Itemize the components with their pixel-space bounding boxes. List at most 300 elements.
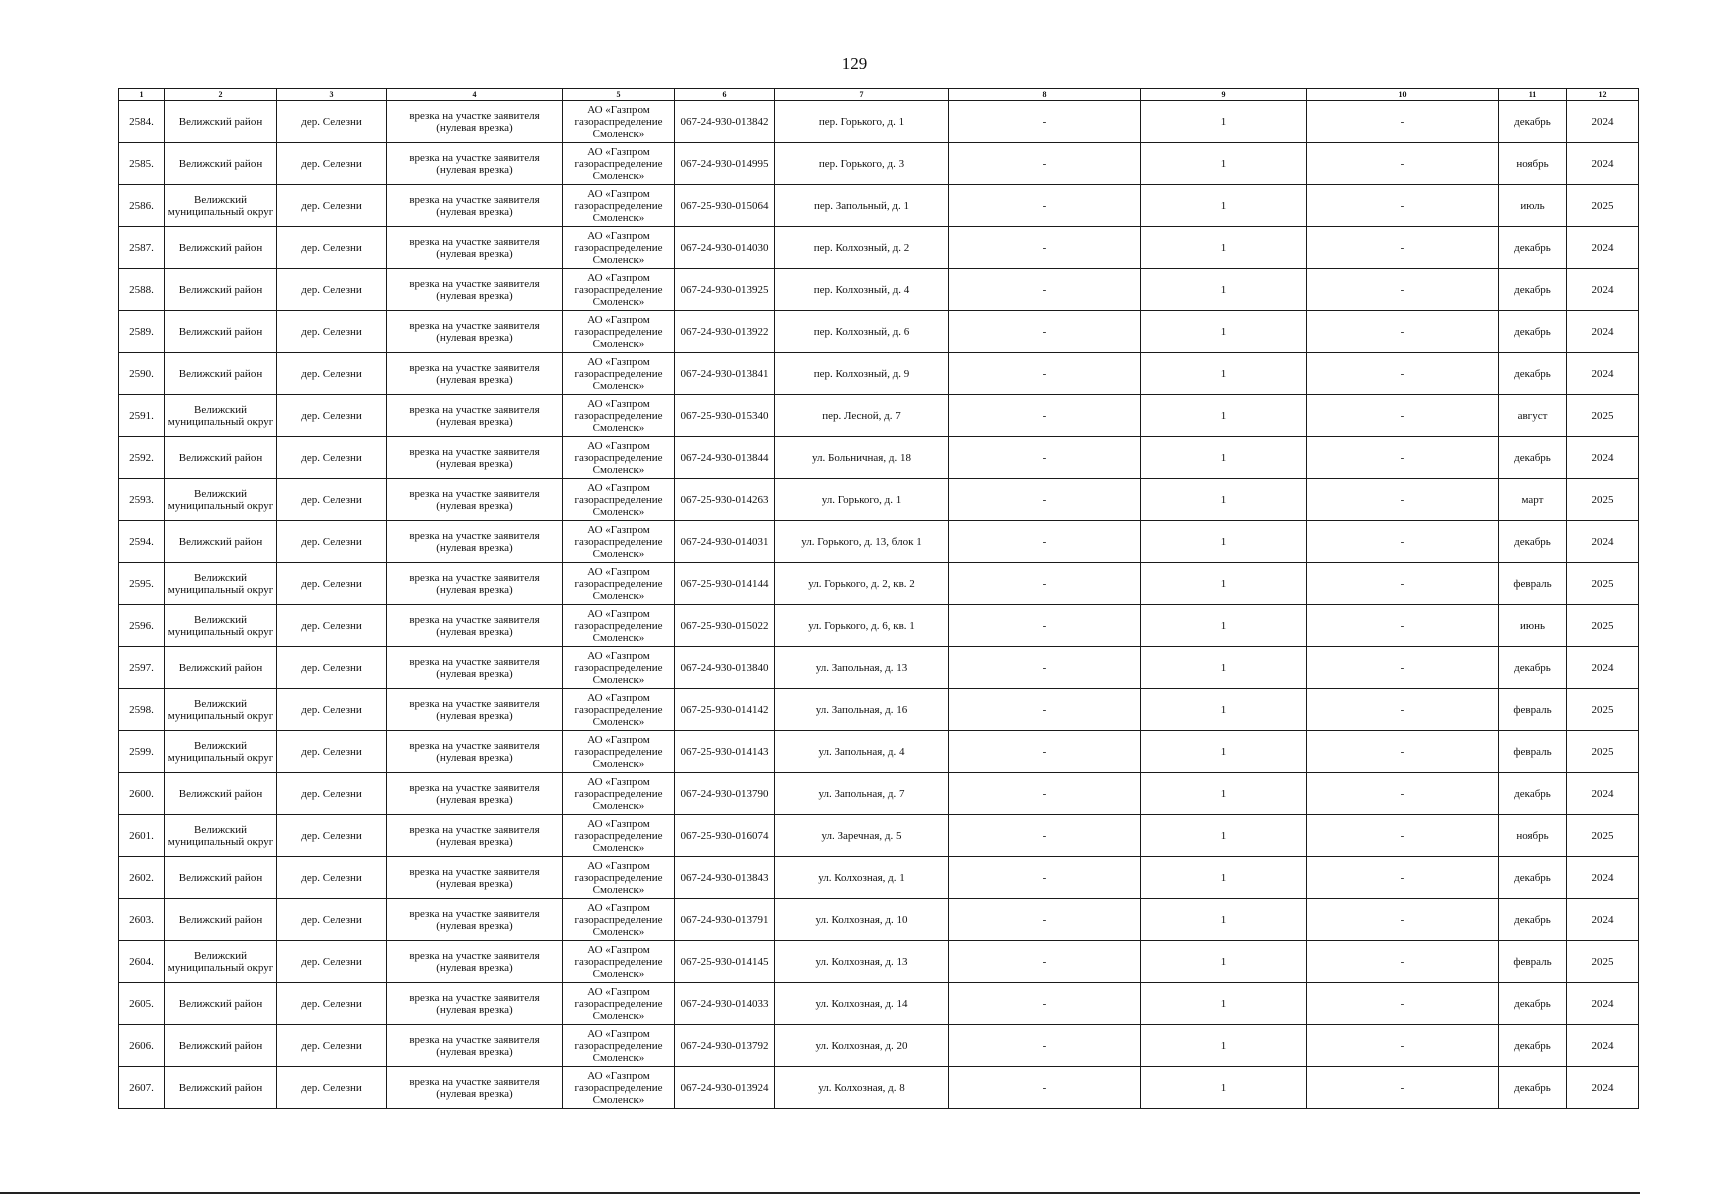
page-number: 129: [841, 54, 868, 73]
connection-type-cell: врезка на участке заявителя (нулевая врезка): [387, 185, 563, 227]
request-code-cell: 067-25-930-014144: [675, 563, 775, 605]
column-8-cell: -: [949, 143, 1141, 185]
village-cell: дер. Селезни: [277, 983, 387, 1025]
year-cell: 2025: [1567, 941, 1639, 983]
year-cell: 2024: [1567, 227, 1639, 269]
village-cell: дер. Селезни: [277, 1025, 387, 1067]
column-9-cell: 1: [1141, 731, 1307, 773]
month-cell: декабрь: [1499, 521, 1567, 563]
address-cell: ул. Колхозная, д. 10: [775, 899, 949, 941]
row-number-cell: 2594.: [119, 521, 165, 563]
year-cell: 2024: [1567, 647, 1639, 689]
address-cell: пер. Колхозный, д. 6: [775, 311, 949, 353]
column-8-cell: -: [949, 437, 1141, 479]
village-cell: дер. Селезни: [277, 605, 387, 647]
column-number: 6: [675, 89, 775, 101]
month-cell: декабрь: [1499, 437, 1567, 479]
connection-type-cell: врезка на участке заявителя (нулевая врезка): [387, 521, 563, 563]
request-code-cell: 067-24-930-013842: [675, 101, 775, 143]
year-cell: 2025: [1567, 185, 1639, 227]
column-number: 11: [1499, 89, 1567, 101]
address-cell: пер. Колхозный, д. 2: [775, 227, 949, 269]
table-row: [119, 815, 1639, 857]
table-row: [119, 1067, 1639, 1109]
district-cell: Велижский район: [165, 1067, 277, 1109]
address-cell: ул. Колхозная, д. 13: [775, 941, 949, 983]
address-cell: пер. Запольный, д. 1: [775, 185, 949, 227]
column-number: 10: [1307, 89, 1499, 101]
organization-cell: АО «Газпром газораспределение Смоленск»: [563, 983, 675, 1025]
village-cell: дер. Селезни: [277, 227, 387, 269]
column-9-cell: 1: [1141, 101, 1307, 143]
row-number-cell: 2598.: [119, 689, 165, 731]
month-cell: ноябрь: [1499, 815, 1567, 857]
row-number-cell: 2589.: [119, 311, 165, 353]
row-number-cell: 2585.: [119, 143, 165, 185]
month-cell: декабрь: [1499, 983, 1567, 1025]
row-number-cell: 2597.: [119, 647, 165, 689]
month-cell: декабрь: [1499, 899, 1567, 941]
year-cell: 2025: [1567, 479, 1639, 521]
register-table: [118, 88, 1639, 1109]
organization-cell: АО «Газпром газораспределение Смоленск»: [563, 899, 675, 941]
village-cell: дер. Селезни: [277, 857, 387, 899]
column-8-cell: -: [949, 185, 1141, 227]
month-cell: декабрь: [1499, 857, 1567, 899]
table-row: [119, 227, 1639, 269]
month-cell: декабрь: [1499, 773, 1567, 815]
column-9-cell: 1: [1141, 1067, 1307, 1109]
address-cell: пер. Лесной, д. 7: [775, 395, 949, 437]
address-cell: пер. Горького, д. 3: [775, 143, 949, 185]
address-cell: ул. Запольная, д. 16: [775, 689, 949, 731]
year-cell: 2024: [1567, 437, 1639, 479]
village-cell: дер. Селезни: [277, 101, 387, 143]
district-cell: Велижский муниципальный округ: [165, 185, 277, 227]
column-10-cell: -: [1307, 395, 1499, 437]
table-row: [119, 521, 1639, 563]
address-cell: ул. Горького, д. 2, кв. 2: [775, 563, 949, 605]
column-10-cell: -: [1307, 731, 1499, 773]
district-cell: Велижский муниципальный округ: [165, 689, 277, 731]
row-number-cell: 2592.: [119, 437, 165, 479]
column-10-cell: -: [1307, 563, 1499, 605]
village-cell: дер. Селезни: [277, 437, 387, 479]
address-cell: ул. Горького, д. 13, блок 1: [775, 521, 949, 563]
organization-cell: АО «Газпром газораспределение Смоленск»: [563, 1067, 675, 1109]
request-code-cell: 067-24-930-014033: [675, 983, 775, 1025]
column-8-cell: -: [949, 605, 1141, 647]
table-row: [119, 311, 1639, 353]
address-cell: ул. Запольная, д. 7: [775, 773, 949, 815]
month-cell: декабрь: [1499, 101, 1567, 143]
year-cell: 2024: [1567, 983, 1639, 1025]
row-number-cell: 2600.: [119, 773, 165, 815]
column-8-cell: -: [949, 941, 1141, 983]
column-9-cell: 1: [1141, 143, 1307, 185]
column-10-cell: -: [1307, 143, 1499, 185]
organization-cell: АО «Газпром газораспределение Смоленск»: [563, 689, 675, 731]
column-10-cell: -: [1307, 899, 1499, 941]
district-cell: Велижский муниципальный округ: [165, 605, 277, 647]
organization-cell: АО «Газпром газораспределение Смоленск»: [563, 647, 675, 689]
connection-type-cell: врезка на участке заявителя (нулевая врезка): [387, 1025, 563, 1067]
organization-cell: АО «Газпром газораспределение Смоленск»: [563, 185, 675, 227]
year-cell: 2025: [1567, 395, 1639, 437]
month-cell: декабрь: [1499, 311, 1567, 353]
district-cell: Велижский муниципальный округ: [165, 731, 277, 773]
connection-type-cell: врезка на участке заявителя (нулевая врезка): [387, 395, 563, 437]
request-code-cell: 067-25-930-014143: [675, 731, 775, 773]
request-code-cell: 067-24-930-014031: [675, 521, 775, 563]
year-cell: 2024: [1567, 1025, 1639, 1067]
connection-type-cell: врезка на участке заявителя (нулевая врезка): [387, 563, 563, 605]
month-cell: декабрь: [1499, 227, 1567, 269]
village-cell: дер. Селезни: [277, 941, 387, 983]
connection-type-cell: врезка на участке заявителя (нулевая врезка): [387, 731, 563, 773]
district-cell: Велижский район: [165, 983, 277, 1025]
row-number-cell: 2607.: [119, 1067, 165, 1109]
organization-cell: АО «Газпром газораспределение Смоленск»: [563, 773, 675, 815]
village-cell: дер. Селезни: [277, 773, 387, 815]
month-cell: февраль: [1499, 563, 1567, 605]
request-code-cell: 067-24-930-013792: [675, 1025, 775, 1067]
column-9-cell: 1: [1141, 647, 1307, 689]
column-8-cell: -: [949, 101, 1141, 143]
organization-cell: АО «Газпром газораспределение Смоленск»: [563, 857, 675, 899]
address-cell: ул. Колхозная, д. 8: [775, 1067, 949, 1109]
village-cell: дер. Селезни: [277, 311, 387, 353]
district-cell: Велижский район: [165, 101, 277, 143]
column-10-cell: -: [1307, 479, 1499, 521]
column-8-cell: -: [949, 857, 1141, 899]
request-code-cell: 067-24-930-013841: [675, 353, 775, 395]
row-number-cell: 2586.: [119, 185, 165, 227]
village-cell: дер. Селезни: [277, 269, 387, 311]
column-10-cell: -: [1307, 689, 1499, 731]
connection-type-cell: врезка на участке заявителя (нулевая врезка): [387, 605, 563, 647]
column-10-cell: -: [1307, 815, 1499, 857]
column-10-cell: -: [1307, 437, 1499, 479]
column-8-cell: -: [949, 689, 1141, 731]
column-10-cell: -: [1307, 227, 1499, 269]
column-8-cell: -: [949, 773, 1141, 815]
column-10-cell: -: [1307, 605, 1499, 647]
connection-type-cell: врезка на участке заявителя (нулевая врезка): [387, 269, 563, 311]
column-8-cell: -: [949, 227, 1141, 269]
month-cell: февраль: [1499, 731, 1567, 773]
table-row: [119, 185, 1639, 227]
column-8-cell: -: [949, 395, 1141, 437]
column-number-row: [119, 89, 1639, 101]
district-cell: Велижский муниципальный округ: [165, 815, 277, 857]
column-9-cell: 1: [1141, 227, 1307, 269]
request-code-cell: 067-24-930-013925: [675, 269, 775, 311]
month-cell: декабрь: [1499, 1067, 1567, 1109]
table-row: [119, 731, 1639, 773]
month-cell: ноябрь: [1499, 143, 1567, 185]
row-number-cell: 2605.: [119, 983, 165, 1025]
connection-type-cell: врезка на участке заявителя (нулевая врезка): [387, 1067, 563, 1109]
village-cell: дер. Селезни: [277, 143, 387, 185]
column-9-cell: 1: [1141, 521, 1307, 563]
year-cell: 2024: [1567, 521, 1639, 563]
organization-cell: АО «Газпром газораспределение Смоленск»: [563, 479, 675, 521]
column-9-cell: 1: [1141, 815, 1307, 857]
district-cell: Велижский район: [165, 353, 277, 395]
column-10-cell: -: [1307, 1067, 1499, 1109]
connection-type-cell: врезка на участке заявителя (нулевая врезка): [387, 101, 563, 143]
district-cell: Велижский муниципальный округ: [165, 395, 277, 437]
column-8-cell: -: [949, 731, 1141, 773]
connection-type-cell: врезка на участке заявителя (нулевая врезка): [387, 857, 563, 899]
district-cell: Велижский муниципальный округ: [165, 479, 277, 521]
table-row: [119, 1025, 1639, 1067]
request-code-cell: 067-25-930-015022: [675, 605, 775, 647]
table-row: [119, 143, 1639, 185]
column-10-cell: -: [1307, 941, 1499, 983]
row-number-cell: 2596.: [119, 605, 165, 647]
year-cell: 2024: [1567, 269, 1639, 311]
table-row: [119, 773, 1639, 815]
month-cell: март: [1499, 479, 1567, 521]
column-8-cell: -: [949, 311, 1141, 353]
column-number: 9: [1141, 89, 1307, 101]
request-code-cell: 067-24-930-014995: [675, 143, 775, 185]
connection-type-cell: врезка на участке заявителя (нулевая врезка): [387, 983, 563, 1025]
village-cell: дер. Селезни: [277, 899, 387, 941]
row-number-cell: 2599.: [119, 731, 165, 773]
table-row: [119, 437, 1639, 479]
village-cell: дер. Селезни: [277, 185, 387, 227]
column-9-cell: 1: [1141, 395, 1307, 437]
column-8-cell: -: [949, 521, 1141, 563]
table-body: [119, 101, 1639, 1109]
connection-type-cell: врезка на участке заявителя (нулевая врезка): [387, 311, 563, 353]
village-cell: дер. Селезни: [277, 521, 387, 563]
village-cell: дер. Селезни: [277, 353, 387, 395]
column-9-cell: 1: [1141, 269, 1307, 311]
column-8-cell: -: [949, 353, 1141, 395]
column-9-cell: 1: [1141, 1025, 1307, 1067]
column-10-cell: -: [1307, 101, 1499, 143]
organization-cell: АО «Газпром газораспределение Смоленск»: [563, 605, 675, 647]
month-cell: август: [1499, 395, 1567, 437]
district-cell: Велижский район: [165, 227, 277, 269]
table-row: [119, 647, 1639, 689]
column-8-cell: -: [949, 647, 1141, 689]
column-number: 8: [949, 89, 1141, 101]
column-10-cell: -: [1307, 773, 1499, 815]
column-10-cell: -: [1307, 647, 1499, 689]
column-10-cell: -: [1307, 983, 1499, 1025]
connection-type-cell: врезка на участке заявителя (нулевая врезка): [387, 941, 563, 983]
address-cell: пер. Горького, д. 1: [775, 101, 949, 143]
address-cell: ул. Колхозная, д. 20: [775, 1025, 949, 1067]
column-10-cell: -: [1307, 269, 1499, 311]
village-cell: дер. Селезни: [277, 815, 387, 857]
connection-type-cell: врезка на участке заявителя (нулевая врезка): [387, 437, 563, 479]
column-9-cell: 1: [1141, 899, 1307, 941]
connection-type-cell: врезка на участке заявителя (нулевая врезка): [387, 689, 563, 731]
table-row: [119, 269, 1639, 311]
table-row: [119, 605, 1639, 647]
year-cell: 2025: [1567, 731, 1639, 773]
month-cell: декабрь: [1499, 353, 1567, 395]
district-cell: Велижский район: [165, 269, 277, 311]
column-10-cell: -: [1307, 1025, 1499, 1067]
district-cell: Велижский район: [165, 1025, 277, 1067]
column-9-cell: 1: [1141, 479, 1307, 521]
column-8-cell: -: [949, 983, 1141, 1025]
column-10-cell: -: [1307, 311, 1499, 353]
organization-cell: АО «Газпром газораспределение Смоленск»: [563, 353, 675, 395]
district-cell: Велижский район: [165, 899, 277, 941]
column-8-cell: -: [949, 269, 1141, 311]
request-code-cell: 067-24-930-013843: [675, 857, 775, 899]
column-number: 7: [775, 89, 949, 101]
column-number: 5: [563, 89, 675, 101]
district-cell: Велижский район: [165, 311, 277, 353]
district-cell: Велижский район: [165, 647, 277, 689]
row-number-cell: 2603.: [119, 899, 165, 941]
connection-type-cell: врезка на участке заявителя (нулевая врезка): [387, 479, 563, 521]
address-cell: ул. Запольная, д. 13: [775, 647, 949, 689]
request-code-cell: 067-25-930-014145: [675, 941, 775, 983]
column-9-cell: 1: [1141, 941, 1307, 983]
year-cell: 2024: [1567, 857, 1639, 899]
column-number: 3: [277, 89, 387, 101]
column-9-cell: 1: [1141, 605, 1307, 647]
organization-cell: АО «Газпром газораспределение Смоленск»: [563, 437, 675, 479]
table-row: [119, 395, 1639, 437]
column-8-cell: -: [949, 479, 1141, 521]
year-cell: 2024: [1567, 899, 1639, 941]
column-10-cell: -: [1307, 521, 1499, 563]
year-cell: 2025: [1567, 815, 1639, 857]
connection-type-cell: врезка на участке заявителя (нулевая врезка): [387, 899, 563, 941]
request-code-cell: 067-24-930-013790: [675, 773, 775, 815]
year-cell: 2025: [1567, 563, 1639, 605]
month-cell: декабрь: [1499, 1025, 1567, 1067]
organization-cell: АО «Газпром газораспределение Смоленск»: [563, 815, 675, 857]
month-cell: февраль: [1499, 941, 1567, 983]
table-row: [119, 941, 1639, 983]
year-cell: 2024: [1567, 773, 1639, 815]
row-number-cell: 2595.: [119, 563, 165, 605]
table-row: [119, 857, 1639, 899]
village-cell: дер. Селезни: [277, 479, 387, 521]
table-row: [119, 689, 1639, 731]
organization-cell: АО «Газпром газораспределение Смоленск»: [563, 1025, 675, 1067]
district-cell: Велижский район: [165, 857, 277, 899]
row-number-cell: 2606.: [119, 1025, 165, 1067]
district-cell: Велижский район: [165, 143, 277, 185]
connection-type-cell: врезка на участке заявителя (нулевая врезка): [387, 353, 563, 395]
connection-type-cell: врезка на участке заявителя (нулевая врезка): [387, 647, 563, 689]
request-code-cell: 067-25-930-015064: [675, 185, 775, 227]
village-cell: дер. Селезни: [277, 647, 387, 689]
year-cell: 2025: [1567, 689, 1639, 731]
column-9-cell: 1: [1141, 311, 1307, 353]
column-9-cell: 1: [1141, 857, 1307, 899]
column-10-cell: -: [1307, 353, 1499, 395]
table-row: [119, 899, 1639, 941]
table-row: [119, 101, 1639, 143]
column-9-cell: 1: [1141, 773, 1307, 815]
address-cell: ул. Больничная, д. 18: [775, 437, 949, 479]
address-cell: ул. Запольная, д. 4: [775, 731, 949, 773]
organization-cell: АО «Газпром газораспределение Смоленск»: [563, 941, 675, 983]
column-10-cell: -: [1307, 185, 1499, 227]
address-cell: ул. Колхозная, д. 14: [775, 983, 949, 1025]
column-number: 12: [1567, 89, 1639, 101]
address-cell: ул. Заречная, д. 5: [775, 815, 949, 857]
column-9-cell: 1: [1141, 353, 1307, 395]
table-header: [119, 89, 1639, 101]
column-number: 1: [119, 89, 165, 101]
organization-cell: АО «Газпром газораспределение Смоленск»: [563, 731, 675, 773]
column-9-cell: 1: [1141, 185, 1307, 227]
row-number-cell: 2601.: [119, 815, 165, 857]
column-number: 2: [165, 89, 277, 101]
organization-cell: АО «Газпром газораспределение Смоленск»: [563, 101, 675, 143]
address-cell: ул. Горького, д. 1: [775, 479, 949, 521]
table-row: [119, 983, 1639, 1025]
table-row: [119, 479, 1639, 521]
column-9-cell: 1: [1141, 689, 1307, 731]
column-10-cell: -: [1307, 857, 1499, 899]
district-cell: Велижский район: [165, 521, 277, 563]
village-cell: дер. Селезни: [277, 395, 387, 437]
address-cell: пер. Колхозный, д. 4: [775, 269, 949, 311]
row-number-cell: 2602.: [119, 857, 165, 899]
request-code-cell: 067-24-930-013840: [675, 647, 775, 689]
month-cell: июль: [1499, 185, 1567, 227]
request-code-cell: 067-25-930-016074: [675, 815, 775, 857]
village-cell: дер. Селезни: [277, 563, 387, 605]
village-cell: дер. Селезни: [277, 689, 387, 731]
row-number-cell: 2593.: [119, 479, 165, 521]
district-cell: Велижский район: [165, 773, 277, 815]
request-code-cell: 067-25-930-014142: [675, 689, 775, 731]
connection-type-cell: врезка на участке заявителя (нулевая врезка): [387, 815, 563, 857]
row-number-cell: 2590.: [119, 353, 165, 395]
month-cell: февраль: [1499, 689, 1567, 731]
village-cell: дер. Селезни: [277, 1067, 387, 1109]
row-number-cell: 2591.: [119, 395, 165, 437]
address-cell: ул. Горького, д. 6, кв. 1: [775, 605, 949, 647]
organization-cell: АО «Газпром газораспределение Смоленск»: [563, 269, 675, 311]
organization-cell: АО «Газпром газораспределение Смоленск»: [563, 143, 675, 185]
column-8-cell: -: [949, 899, 1141, 941]
request-code-cell: 067-24-930-013791: [675, 899, 775, 941]
village-cell: дер. Селезни: [277, 731, 387, 773]
month-cell: июнь: [1499, 605, 1567, 647]
organization-cell: АО «Газпром газораспределение Смоленск»: [563, 227, 675, 269]
connection-type-cell: врезка на участке заявителя (нулевая врезка): [387, 773, 563, 815]
connection-type-cell: врезка на участке заявителя (нулевая врезка): [387, 143, 563, 185]
month-cell: декабрь: [1499, 269, 1567, 311]
organization-cell: АО «Газпром газораспределение Смоленск»: [563, 563, 675, 605]
district-cell: Велижский муниципальный округ: [165, 941, 277, 983]
district-cell: Велижский район: [165, 437, 277, 479]
organization-cell: АО «Газпром газораспределение Смоленск»: [563, 311, 675, 353]
column-9-cell: 1: [1141, 983, 1307, 1025]
row-number-cell: 2604.: [119, 941, 165, 983]
column-8-cell: -: [949, 1067, 1141, 1109]
district-cell: Велижский муниципальный округ: [165, 563, 277, 605]
